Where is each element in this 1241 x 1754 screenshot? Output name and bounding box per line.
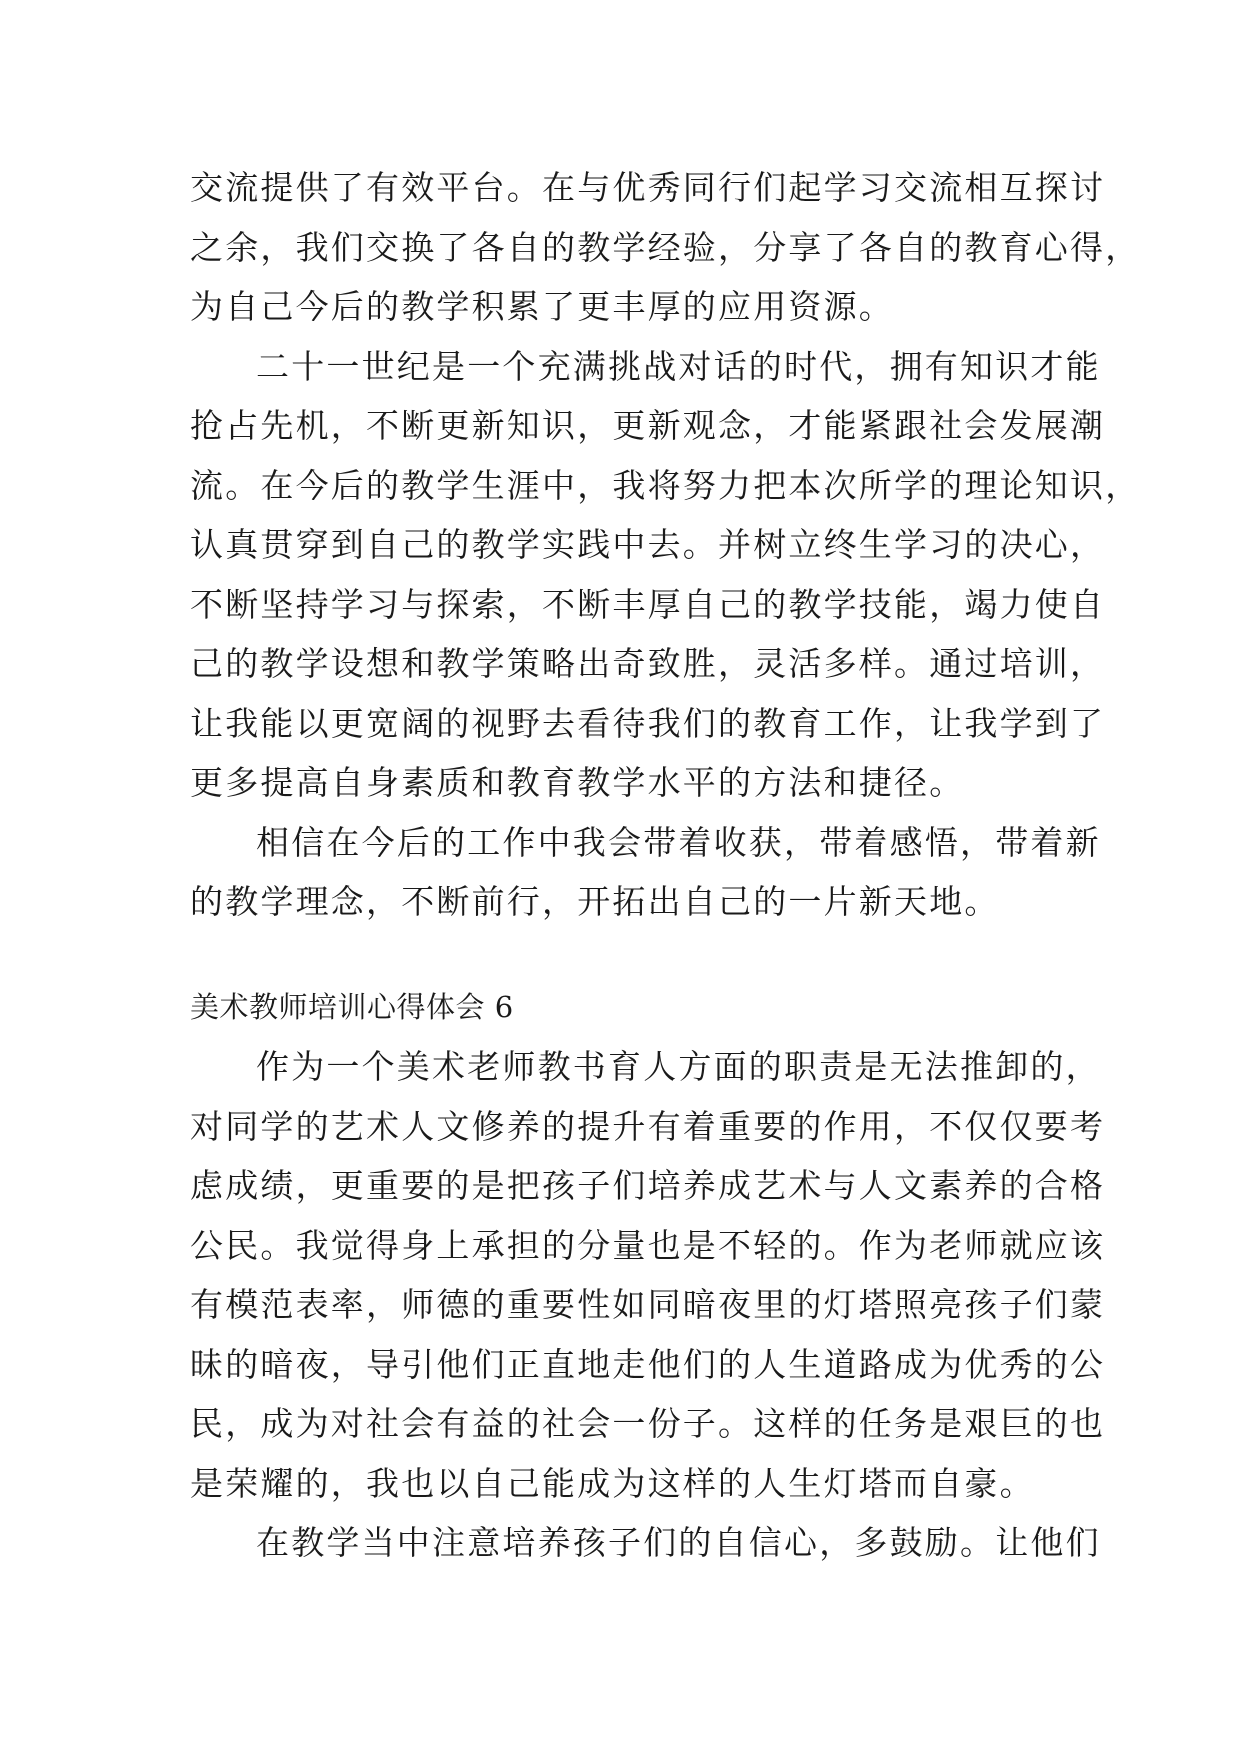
- text-line: 让我能以更宽阔的视野去看待我们的教育工作，让我学到了: [190, 703, 1106, 743]
- text-line: 是荣耀的，我也以自己能成为这样的人生灯塔而自豪。: [190, 1463, 1035, 1503]
- text-line: 民，成为对社会有益的社会一份子。这样的任务是艰巨的也: [190, 1404, 1106, 1443]
- text-line: 己的教学设想和教学策略出奇致胜，灵活多样。通过培训，: [190, 644, 1106, 683]
- text-line: 抢占先机，不断更新知识，更新观念，才能紧跟社会发展潮: [190, 406, 1106, 445]
- text-line: 公民。我觉得身上承担的分量也是不轻的。作为老师就应该: [190, 1225, 1106, 1265]
- text-line: 有模范表率，师德的重要性如同暗夜里的灯塔照亮孩子们蒙: [190, 1285, 1106, 1324]
- paragraph-teacher-duty: [190, 1037, 1106, 1513]
- text-line: 为自己今后的教学积累了更丰厚的应用资源。: [190, 287, 894, 326]
- text-line: 认真贯穿到自己的教学实践中去。并树立终生学习的决心，: [190, 525, 1106, 564]
- paragraph-21st-century: [190, 337, 1141, 813]
- text-line: 昧的暗夜，导引他们正直地走他们的人生道路成为优秀的公: [190, 1344, 1106, 1384]
- text-line: 对同学的艺术人文修养的提升有着重要的作用，不仅仅要考: [190, 1106, 1106, 1146]
- text-line: 之余，我们交换了各自的教学经验，分享了各自的教育心得，: [190, 227, 1141, 267]
- text-line: 在教学当中注意培养孩子们的自信心，多鼓励。让他们: [256, 1523, 1101, 1562]
- text-line: 不断坚持学习与探索，不断丰厚自己的教学技能，竭力使自: [190, 584, 1106, 624]
- paragraph-confidence: [190, 1513, 1101, 1573]
- document-body: [190, 158, 1141, 1573]
- text-line: 更多提高自身素质和教育教学水平的方法和捷径。: [190, 763, 965, 802]
- text-line: 的教学理念，不断前行，开拓出自己的一片新天地。: [190, 882, 1000, 921]
- text-line: 交流提供了有效平台。在与优秀同行们起学习交流相互探讨: [190, 168, 1106, 207]
- text-line: 相信在今后的工作中我会带着收获，带着感悟，带着新: [256, 822, 1101, 862]
- section-heading: 美术教师培训心得体会 6: [190, 989, 514, 1024]
- text-line: 作为一个美术老师教书育人方面的职责是无法推卸的，: [256, 1047, 1101, 1086]
- paragraph-continued: [190, 158, 1141, 337]
- text-line: 虑成绩，更重要的是把孩子们培养成艺术与人文素养的合格: [190, 1166, 1106, 1205]
- text-line: 流。在今后的教学生涯中，我将努力把本次所学的理论知识，: [190, 465, 1141, 505]
- paragraph-conclusion: [190, 813, 1101, 932]
- text-line: 二十一世纪是一个充满挑战对话的时代，拥有知识才能: [256, 346, 1101, 386]
